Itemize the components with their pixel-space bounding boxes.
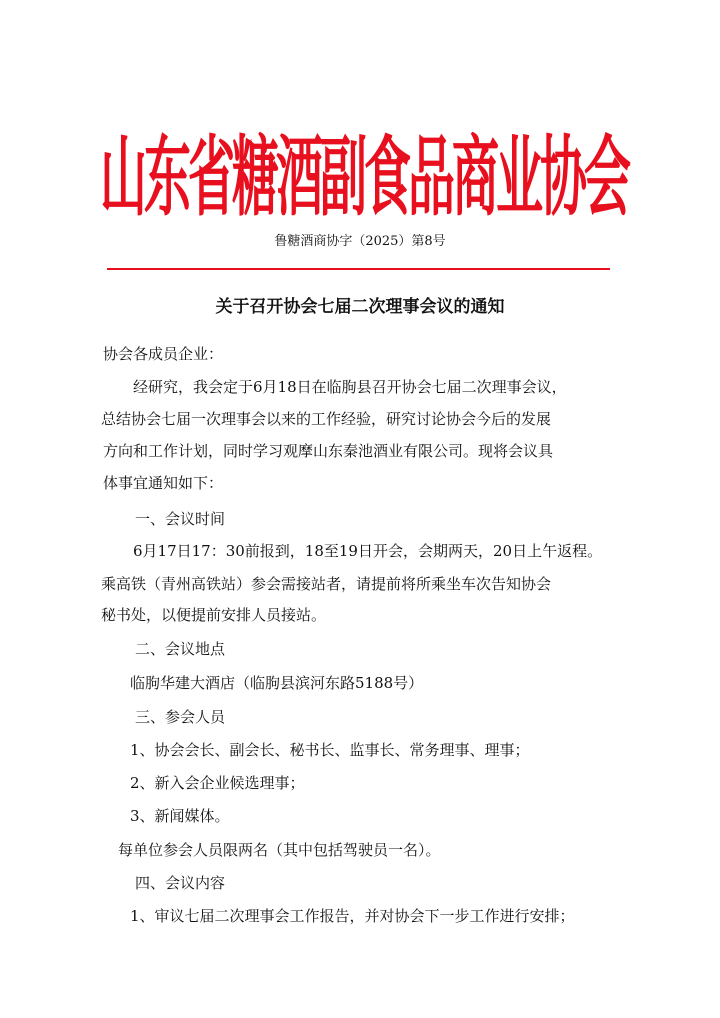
attendee-item: 2、新入会企业候选理事； — [130, 774, 305, 792]
attendee-item: 1、协会会长、副会长、秘书长、监事长、常务理事、理事； — [130, 741, 530, 759]
time-line: 乘高铁（青州高铁站）参会需接站者，请提前将所乘坐车次告知协会 — [101, 575, 552, 593]
document-title: 关于召开协会七届二次理事会议的通知 — [215, 297, 505, 317]
intro-line: 总结协会七届一次理事会以来的工作经验，研究讨论协会今后的发展 — [101, 410, 552, 428]
intro-line: 经研究，我会定于6月18日在临朐县召开协会七届二次理事会议， — [133, 378, 567, 396]
attendee-note: 每单位参会人员限两名（其中包括驾驶员一名）。 — [118, 841, 441, 859]
section-heading-time: 一、会议时间 — [135, 510, 226, 528]
intro-line: 方向和工作计划，同时学习观摩山东秦池酒业有限公司。现将会议具 — [103, 442, 554, 460]
document-number: 鲁糖酒商协字（2025）第8号 — [274, 234, 446, 249]
intro-line: 体事宜通知如下： — [103, 474, 224, 492]
red-divider-rule — [107, 268, 610, 270]
place-line: 临朐华建大酒店（临朐县滨河东路5188号） — [130, 674, 424, 692]
time-line: 6月17日17：30前报到，18至19日开会，会期两天，20日上午返程。 — [133, 542, 603, 560]
section-heading-place: 二、会议地点 — [135, 640, 226, 658]
time-line: 秘书处，以便提前安排人员接站。 — [101, 606, 327, 624]
organization-masthead: 山东省糖酒副食品商业协会 — [100, 127, 628, 230]
section-heading-attendees: 三、参会人员 — [135, 708, 226, 726]
attendee-item: 3、新闻媒体。 — [130, 807, 230, 825]
section-heading-content: 四、会议内容 — [135, 874, 226, 892]
salutation: 协会各成员企业： — [103, 345, 224, 363]
content-item: 1、审议七届二次理事会工作报告，并对协会下一步工作进行安排； — [130, 907, 575, 925]
